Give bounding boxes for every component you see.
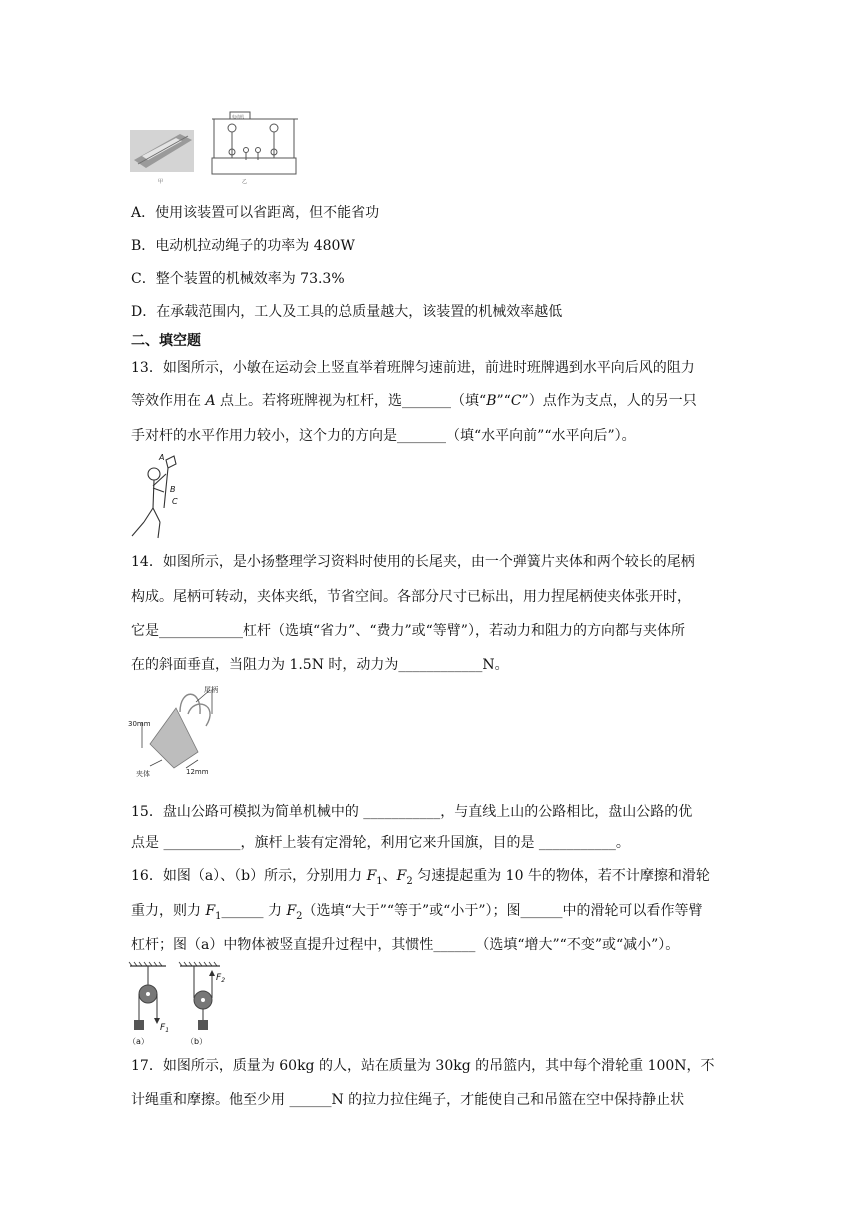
q14-label-tail: 尾柄	[204, 686, 218, 694]
q16-text-c: 匀速提起重为 10 牛的物体，若不计摩擦和滑轮	[412, 868, 710, 884]
q13-label-a: A	[159, 453, 165, 462]
top-figure	[128, 110, 298, 186]
q16-line3: 杠杆；图（a）中物体被竖直提升过程中，其惯性______（选填“增大”“不变”或“减小”）。	[131, 937, 680, 953]
q13-line1: 13．如图所示，小敏在运动会上竖直举着班牌匀速前进，前进时班牌遇到水平向后风的阻力	[131, 360, 695, 376]
q13-line2	[131, 391, 697, 411]
label-jia: 甲	[158, 179, 164, 185]
q16-l2-f2-sub: 2	[296, 910, 303, 922]
q15-line1: 15．盘山公路可模拟为简单机械中的 ___________，与直线上山的公路相比，盘山公路的优	[131, 804, 693, 820]
q16-l2-f1: F	[205, 903, 216, 919]
q13-point-c: C	[510, 393, 522, 409]
label-motor: 电动机	[232, 114, 244, 119]
q15-line2: 点是 ___________，旗杆上装有定滑轮，利用它来升国旗，目的是 ___________。	[131, 835, 630, 851]
q13-point-a: A	[205, 393, 216, 409]
q13-text-a: 等效作用在	[131, 393, 206, 409]
q14-line2: 构成。尾柄可转动，夹体夹纸，节省空间。各部分尺寸已标出，用力捏尾柄使夹体张开时，	[131, 589, 691, 605]
q16-figure	[128, 960, 238, 1046]
label-yi: 乙	[242, 179, 248, 185]
q17-line2: 计绳重和摩擦。他至少用 ______N 的拉力拉住绳子，才能使自己和吊篮在空中保持静止状	[131, 1092, 685, 1108]
q13-point-b: B	[486, 393, 497, 409]
q16-fig-f2: $F_2$	[216, 973, 226, 984]
q14-line3: 它是____________杠杆（选填“省力”、“费力”或“等臂”），若动力和阻力的方向都与夹体所	[131, 623, 685, 639]
q16-l2-text-a: 重力，则力	[131, 903, 206, 919]
diagram-b	[212, 112, 298, 174]
q16-line1	[131, 866, 710, 892]
q13-figure	[128, 452, 188, 540]
q13-line3: 手对杆的水平作用力较小，这个力的方向是_______（填“水平向前”“水平向后”）。	[131, 428, 636, 444]
q13-text-b: 点上。若将班牌视为杠杆，选_______（填“	[215, 393, 487, 409]
pulley-a	[129, 962, 166, 1030]
option-d: D．在承载范围内，工人及工具的总质量越大，该装置的机械效率越低	[131, 304, 563, 320]
option-b: B．电动机拉动绳子的功率为 480W	[131, 238, 355, 254]
q14-label-clip: 夹体	[136, 770, 150, 778]
q14-figure	[128, 684, 240, 778]
photo-a	[130, 130, 194, 172]
q16-text-b: 、	[382, 868, 397, 884]
q16-text-a: 16．如图（a）、（b）所示，分别用力	[131, 868, 367, 884]
option-a: A．使用该装置可以省距离，但不能省功	[131, 205, 380, 221]
q14-label-12mm: 12mm	[186, 768, 209, 776]
q16-fig-label-b: （b）	[186, 1037, 208, 1046]
option-c: C．整个装置的机械效率为 73.3%	[131, 271, 345, 287]
q13-label-c: C	[172, 497, 178, 506]
pulley-b	[179, 962, 220, 1030]
q17-line1: 17．如图所示，质量为 60kg 的人，站在质量为 30kg 的吊篮内，其中每个滑轮重 100N，不	[131, 1058, 715, 1074]
q16-line2	[131, 901, 703, 927]
q16-l2-f2: F	[286, 903, 297, 919]
q16-l2-text-b: ______ 力	[221, 903, 287, 919]
q16-l2-text-c: （选填“大于”“等于”或“小于”）；图______中的滑轮可以看作等臂	[302, 903, 703, 919]
q13-text-c: ”“	[496, 393, 511, 409]
q13-label-b: B	[170, 485, 176, 494]
q14-label-30mm: 30mm	[128, 720, 151, 728]
q16-l2-f1-sub: 1	[215, 910, 222, 922]
q14-line4: 在的斜面垂直，当阻力为 1.5N 时，动力为____________N。	[131, 657, 509, 673]
q16-f2-sub: 2	[406, 875, 413, 887]
q14-line1: 14．如图所示，是小扬整理学习资料时使用的长尾夹，由一个弹簧片夹体和两个较长的尾柄	[131, 554, 695, 570]
q13-text-d: ”）点作为支点，人的另一只	[521, 393, 697, 409]
q16-f1-sub: 1	[376, 875, 383, 887]
q16-f1: F	[366, 868, 377, 884]
q16-f2: F	[396, 868, 407, 884]
q16-fig-f1: $F_1$	[160, 1023, 170, 1034]
q16-fig-label-a: （a）	[128, 1037, 149, 1046]
section-heading: 二、填空题	[131, 333, 201, 349]
